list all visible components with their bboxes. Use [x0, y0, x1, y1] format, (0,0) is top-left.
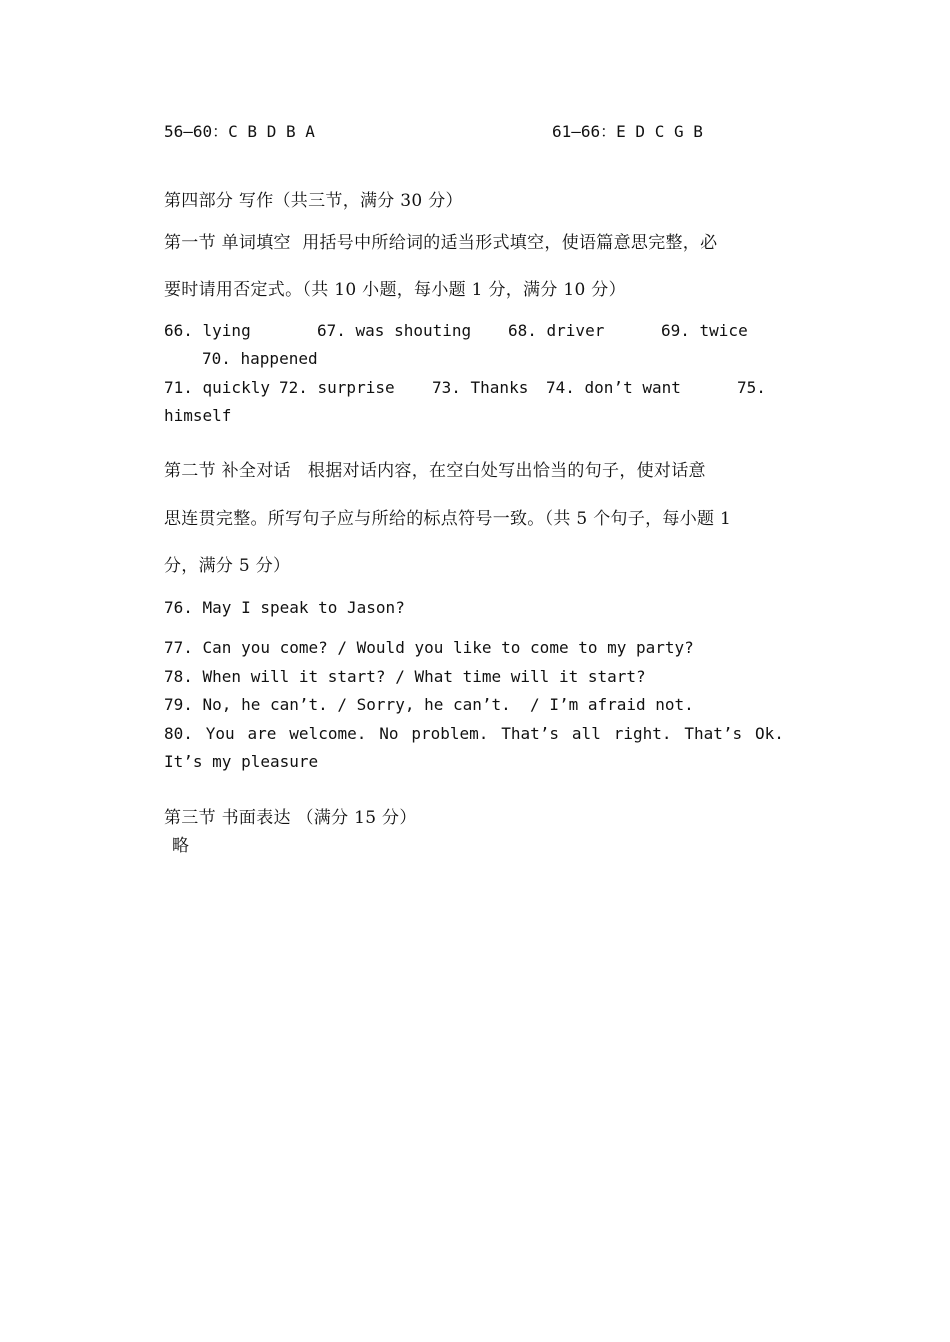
answer-75-number: 75. — [737, 378, 766, 397]
section3-heading: 第三节 书面表达 （满分 15 分） — [164, 808, 417, 828]
answer-80-word: are — [247, 724, 277, 743]
answer-80-word: That’s — [501, 724, 560, 743]
answer-71: 71. quickly — [164, 378, 270, 397]
answer-80-word: right. — [613, 724, 672, 743]
answer-80-word: welcome. — [289, 724, 367, 743]
reading-answers-61-66: 61—66：E D C G B — [552, 122, 703, 141]
answer-66: 66. lying — [164, 321, 251, 340]
answer-70: 70. happened — [202, 349, 318, 368]
section1-instructions-line2: 要时请用否定式。（共 10 小题，每小题 1 分，满分 10 分） — [164, 280, 626, 300]
answer-73: 73. Thanks — [432, 378, 529, 397]
answer-74: 74. don’t want — [546, 378, 681, 397]
answer-80-word: You — [205, 724, 235, 743]
section2-instructions-line2: 思连贯完整。所写句子应与所给的标点符号一致。（共 5 个句子，每小题 1 — [164, 509, 732, 529]
reading-answers-56-60: 56—60：C B D B A — [164, 122, 315, 141]
answer-68: 68. driver — [508, 321, 605, 340]
answer-80-word: all — [571, 724, 601, 743]
section2-instructions-line1: 第二节 补全对话 根据对话内容，在空白处写出恰当的句子，使对话意 — [164, 461, 706, 481]
answer-69: 69. twice — [661, 321, 748, 340]
section2-instructions-line3: 分，满分 5 分） — [164, 556, 291, 576]
answer-80-word: No — [379, 724, 399, 743]
answer-79: 79. No, he can’t. / Sorry, he can’t. / I’m afraid not. — [164, 695, 694, 714]
answer-67: 67. was shouting — [317, 321, 472, 340]
answer-77: 77. Can you come? / Would you like to come to my party? — [164, 638, 694, 657]
answer-80-word: Ok. — [755, 724, 784, 743]
answer-72: 72. surprise — [279, 378, 395, 397]
answer-80-word: That’s — [684, 724, 743, 743]
answer-80-line2: It’s my pleasure — [164, 752, 319, 771]
answer-80-word: 80. — [164, 724, 193, 743]
answer-76: 76. May I speak to Jason? — [164, 598, 405, 617]
answer-75: himself — [164, 406, 232, 425]
answer-80-word: problem. — [411, 724, 489, 743]
section3-body: 略 — [172, 836, 190, 856]
answer-78: 78. When will it start? / What time will it start? — [164, 667, 646, 686]
answer-80-line1 — [164, 724, 784, 744]
section1-instructions-line1: 第一节 单词填空 用括号中所给词的适当形式填空，使语篇意思完整，必 — [164, 233, 718, 253]
writing-part-heading: 第四部分 写作（共三节，满分 30 分） — [164, 191, 463, 211]
